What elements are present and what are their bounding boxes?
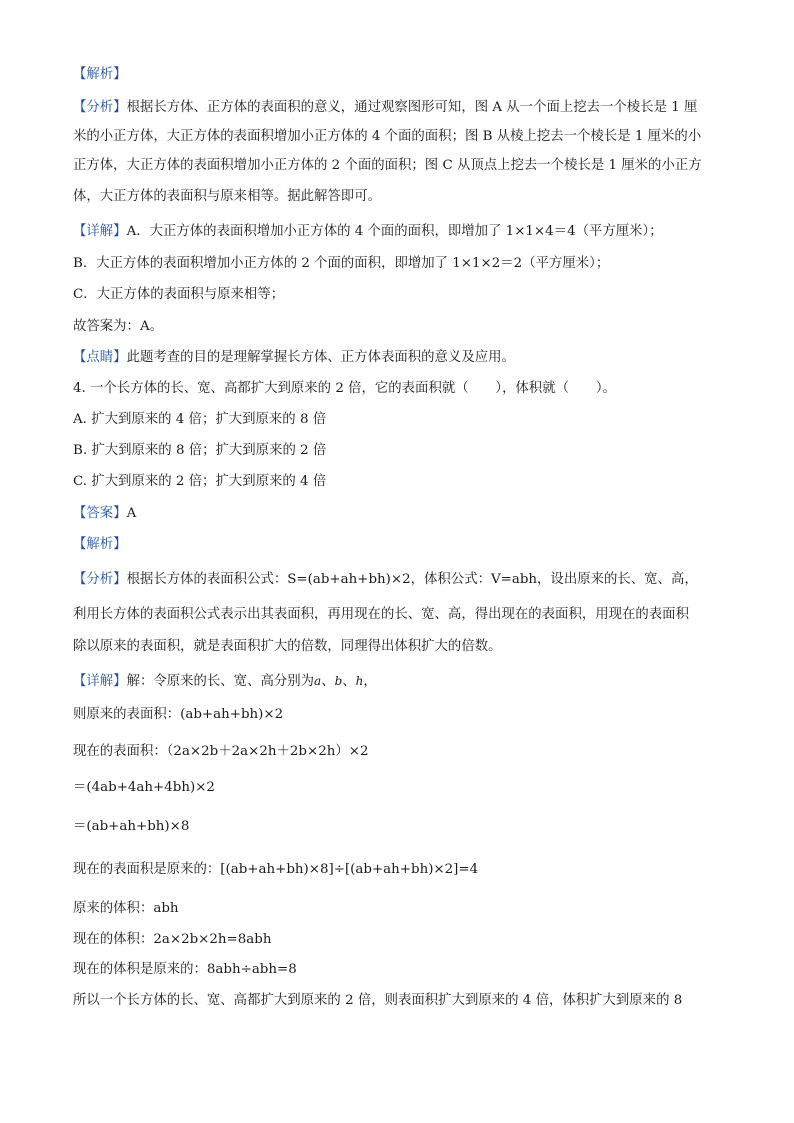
step-8: 现在的体积是原来的：8abh÷abh=8 (73, 962, 297, 977)
question-4-stem: 4. 一个长方体的长、宽、高都扩大到原来的 2 倍，它的表面积就（ ），体积就（ ）。 (73, 381, 616, 396)
point-tag: 【点睛】 (73, 350, 127, 365)
detail-line-2: B．大正方体的表面积增加小正方体的 2 个面的面积，即增加了 1×1×2＝2（平方厘米）； (73, 256, 610, 271)
fenxi-line-3: 正方体，大正方体的表面积增加小正方体的 2 个面的面积；图 C 从顶点上挖去一个棱长是 1 厘米的小正方 (73, 158, 702, 173)
step-7: 现在的体积：2a×2b×2h=8abh (73, 932, 272, 947)
step-1: 则原来的表面积：(ab+ah+bh)×2 (73, 707, 284, 722)
step-6: 原来的体积：abh (73, 901, 179, 916)
var-h: h (355, 674, 364, 688)
question-4-option-b: B. 扩大到原来的 8 倍；扩大到原来的 2 倍 (73, 443, 327, 458)
detail-line-1 (73, 223, 733, 241)
fenxi2-line-1 (73, 571, 733, 589)
question-4-option-a: A. 扩大到原来的 4 倍；扩大到原来的 8 倍 (73, 412, 327, 427)
answer-heading (73, 505, 733, 523)
answer-tag: 【答案】 (73, 506, 127, 521)
step-4: ＝(ab+ah+bh)×8 (73, 819, 190, 834)
fenxi-tag: 【分析】 (73, 100, 127, 115)
step-3: ＝(4ab+4ah+4bh)×2 (73, 780, 215, 795)
fenxi2-text: 根据长方体的表面积公式：S=(ab+ah+bh)×2，体积公式：V=abh，设出原来的长、宽、高， (126, 572, 698, 587)
end-comma: ， (363, 674, 377, 689)
detail2-line-1 (73, 672, 733, 691)
fenxi2-line-3: 除以原来的表面积，就是表面积扩大的倍数，同理得出体积扩大的倍数。 (73, 639, 502, 654)
analysis-heading-2 (73, 536, 733, 554)
fenxi-text: 根据长方体、正方体的表面积的意义，通过观察图形可知，图 A 从一个面上挖去一个棱长是 1 厘 (126, 100, 698, 115)
detail-tag: 【详解】 (73, 224, 127, 239)
var-b: b (334, 674, 343, 688)
detail2-text: 解：令原来的长、宽、高分别为 (126, 674, 315, 689)
fenxi-line-2: 米的小正方体，大正方体的表面积增加小正方体的 4 个面的面积；图 B 从棱上挖去一个棱长是 1 厘米的小 (73, 129, 702, 144)
analysis-tag: 【解析】 (73, 67, 127, 82)
detail-tag-2: 【详解】 (73, 674, 127, 689)
fenxi-line-4: 体，大正方体的表面积与原来相等。据此解答即可。 (73, 189, 381, 204)
detail-text: A．大正方体的表面积增加小正方体的 4 个面的面积，即增加了 1×1×4＝4（平方厘米）； (126, 224, 663, 239)
var-a: a (314, 674, 322, 688)
step-5: 现在的表面积是原来的：[(ab+ah+bh)×8]÷[(ab+ah+bh)×2]=4 (73, 862, 479, 877)
question-4-option-c: C. 扩大到原来的 2 倍；扩大到原来的 4 倍 (73, 474, 327, 489)
fenxi-tag-2: 【分析】 (73, 572, 127, 587)
analysis-tag-2: 【解析】 (73, 537, 127, 552)
answer-line: 故答案为：A。 (73, 319, 164, 334)
answer-value: A (126, 506, 137, 521)
point-text: 此题考查的目的是理解掌握长方体、正方体表面积的意义及应用。 (126, 350, 515, 365)
detail-line-3: C．大正方体的表面积与原来相等； (73, 287, 285, 302)
analysis-heading-1 (73, 66, 733, 84)
step-2: 现在的表面积：（2a×2b＋2a×2h＋2b×2h）×2 (73, 744, 369, 759)
sep-1: 、 (321, 674, 335, 689)
sep-2: 、 (342, 674, 356, 689)
step-9: 所以一个长方体的长、宽、高都扩大到原来的 2 倍，则表面积扩大到原来的 4 倍，体积扩大到原来的 8 (73, 993, 683, 1008)
fenxi2-line-2: 利用长方体的表面积公式表示出其表面积，再用现在的长、宽、高，得出现在的表面积，用现在的表面积 (73, 607, 689, 622)
fenxi-line-1 (73, 99, 733, 117)
point-line (73, 349, 733, 367)
